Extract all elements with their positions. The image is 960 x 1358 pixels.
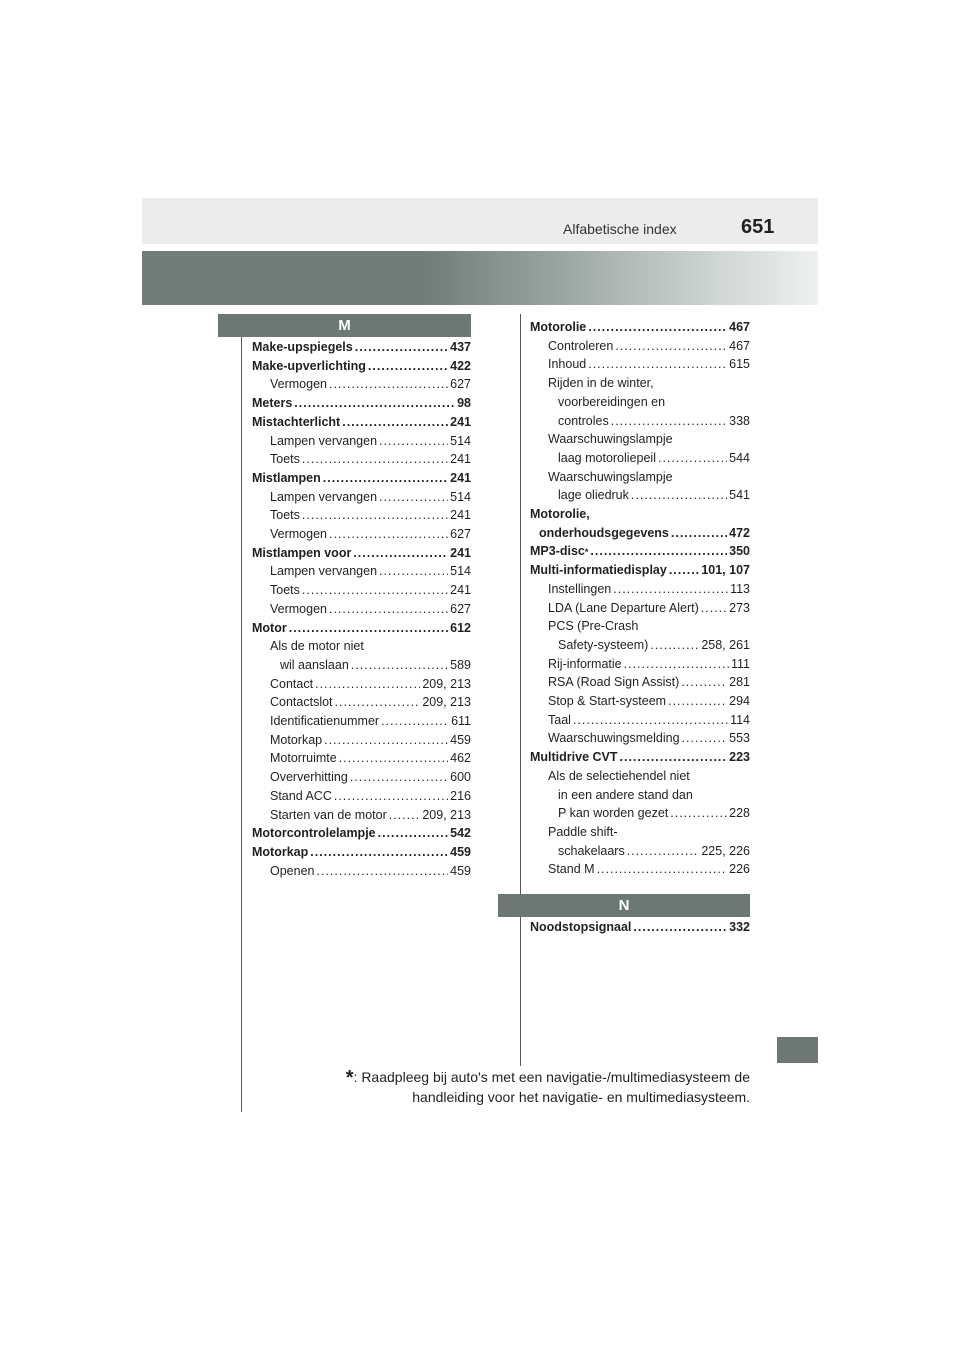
index-entry bbox=[530, 786, 750, 805]
index-entry-page: 338 bbox=[729, 413, 750, 428]
index-column-left bbox=[252, 338, 471, 880]
dot-leader bbox=[670, 804, 727, 823]
dot-leader bbox=[633, 918, 727, 937]
index-entry-term: Noodstopsignaal bbox=[530, 920, 632, 934]
footnote-line-1: : Raadpleeg bij auto's met een navigatie-/multimediasysteem de bbox=[353, 1069, 750, 1085]
index-entry bbox=[252, 731, 471, 750]
dot-leader bbox=[302, 450, 448, 469]
index-entry-term: laag motoroliepeil bbox=[558, 450, 656, 465]
index-entry bbox=[252, 862, 471, 881]
dot-leader bbox=[315, 675, 420, 694]
index-entry-term: Multidrive CVT bbox=[530, 750, 618, 765]
page-number: 651 bbox=[741, 216, 775, 238]
index-entry bbox=[530, 337, 750, 356]
index-entry-term: Make-upverlichting bbox=[252, 358, 366, 373]
index-entry-page: 627 bbox=[450, 601, 471, 616]
index-entry bbox=[530, 842, 750, 861]
dot-leader bbox=[590, 542, 727, 561]
index-entry bbox=[252, 562, 471, 581]
index-entry-page: 98 bbox=[457, 396, 471, 411]
dot-leader bbox=[650, 636, 699, 655]
dot-leader bbox=[682, 729, 728, 748]
index-column-right bbox=[530, 318, 750, 879]
index-entry bbox=[530, 655, 750, 674]
index-entry-page: 514 bbox=[450, 564, 471, 579]
dot-leader bbox=[378, 824, 449, 843]
dot-leader bbox=[615, 337, 727, 356]
index-entry-page: 627 bbox=[450, 527, 471, 542]
index-entry-term: LDA (Lane Departure Alert) bbox=[548, 600, 699, 615]
index-entry bbox=[252, 656, 471, 675]
middle-column-rule bbox=[520, 314, 521, 1066]
index-entry-term: P kan worden gezet bbox=[558, 806, 669, 821]
index-entry-page: 241 bbox=[450, 508, 471, 523]
index-entry bbox=[252, 712, 471, 731]
dot-leader bbox=[289, 619, 448, 638]
index-entry: MP3-disc * ..... 350 bbox=[530, 542, 750, 561]
dot-leader bbox=[355, 338, 448, 357]
index-entry-term: Motorkap bbox=[270, 732, 323, 747]
index-entry-page: 542 bbox=[450, 826, 471, 841]
index-entry bbox=[530, 767, 750, 786]
dot-leader bbox=[669, 561, 700, 580]
dot-leader bbox=[620, 748, 728, 767]
index-entry-term: Instellingen bbox=[548, 581, 612, 596]
index-entry bbox=[252, 600, 471, 619]
index-entry-term: schakelaars bbox=[558, 843, 625, 858]
index-entry-page: 350 bbox=[729, 544, 750, 559]
index-entry-term: Motor bbox=[252, 620, 287, 635]
index-entry-term: Openen bbox=[270, 863, 315, 878]
index-entry-term: PCS (Pre-Crash bbox=[548, 619, 639, 634]
index-entry-term: Mistachterlicht bbox=[252, 414, 341, 429]
index-entry-page: 225, 226 bbox=[701, 843, 750, 858]
index-entry bbox=[252, 432, 471, 451]
index-entry bbox=[252, 506, 471, 525]
index-entry bbox=[530, 449, 750, 468]
index-entry-term: Safety-systeem) bbox=[558, 637, 649, 652]
dot-leader bbox=[324, 731, 448, 750]
section-letter-m: M bbox=[218, 314, 471, 337]
index-entry-term: Lampen vervangen bbox=[270, 433, 378, 448]
index-entry bbox=[530, 468, 750, 487]
index-entry-page: 627 bbox=[450, 377, 471, 392]
index-entry-term: Waarschuwingslampje bbox=[548, 469, 673, 484]
index-entry-page: 228 bbox=[729, 806, 750, 821]
dot-leader bbox=[368, 357, 448, 376]
dot-leader bbox=[389, 806, 421, 825]
index-entry-page: 553 bbox=[729, 731, 750, 746]
dot-leader bbox=[353, 544, 448, 563]
index-entry bbox=[252, 469, 471, 488]
index-entry-page: 514 bbox=[450, 489, 471, 504]
index-entry-page: 462 bbox=[450, 751, 471, 766]
index-entry-term: Starten van de motor bbox=[270, 807, 387, 822]
index-entry bbox=[530, 673, 750, 692]
index-entry-page: 600 bbox=[450, 770, 471, 785]
index-entry-page: 209, 213 bbox=[422, 807, 471, 822]
decorative-gradient-band bbox=[142, 251, 818, 305]
index-entry-page: 226 bbox=[729, 862, 750, 877]
index-entry bbox=[530, 580, 750, 599]
index-entry-term: Stand M bbox=[548, 862, 595, 877]
index-entry bbox=[530, 692, 750, 711]
index-entry-term: Vermogen bbox=[270, 377, 327, 392]
index-entry-page: 611 bbox=[451, 714, 471, 729]
index-entry-page: 459 bbox=[450, 732, 471, 747]
index-entry-term: Toets bbox=[270, 583, 300, 598]
left-column-rule bbox=[241, 314, 242, 1112]
dot-leader bbox=[329, 525, 448, 544]
index-entry bbox=[252, 768, 471, 787]
index-entry bbox=[530, 355, 750, 374]
index-entry bbox=[530, 748, 750, 767]
index-entry bbox=[252, 693, 471, 712]
index-entry-page: 281 bbox=[729, 675, 750, 690]
dot-leader bbox=[631, 486, 727, 505]
dot-leader bbox=[611, 412, 727, 431]
index-entry bbox=[252, 338, 471, 357]
dot-leader bbox=[329, 375, 448, 394]
index-entry-term: Mistlampen voor bbox=[252, 545, 352, 560]
index-entry-page: 514 bbox=[450, 433, 471, 448]
index-entry-term: Inhoud bbox=[548, 357, 587, 372]
index-entry-term: Taal bbox=[548, 712, 571, 727]
index-entry-page: 258, 261 bbox=[701, 637, 750, 652]
section-letter-n: N bbox=[498, 894, 750, 917]
index-entry bbox=[530, 524, 750, 543]
index-entry bbox=[530, 430, 750, 449]
index-entry bbox=[530, 636, 750, 655]
index-entry-page: 223 bbox=[729, 750, 750, 765]
dot-leader bbox=[329, 600, 448, 619]
index-entry-page: 273 bbox=[729, 600, 750, 615]
index-entry-page: 467 bbox=[729, 338, 750, 353]
index-entry-term: Motorolie bbox=[530, 320, 587, 334]
index-entry-page: 437 bbox=[450, 340, 471, 354]
dot-leader bbox=[351, 656, 448, 675]
index-entry-term: Controleren bbox=[548, 338, 614, 353]
dot-leader bbox=[302, 506, 448, 525]
index-entry-term: Stand ACC bbox=[270, 788, 332, 803]
index-entry-term: Contactslot bbox=[270, 695, 333, 710]
index-entry bbox=[530, 711, 750, 730]
index-entry-term: MP3-disc bbox=[530, 544, 585, 559]
index-entry-page: 544 bbox=[729, 450, 750, 465]
footnote-star: * bbox=[345, 1067, 354, 1089]
dot-leader bbox=[294, 394, 455, 413]
index-entry bbox=[252, 749, 471, 768]
index-entry-term: Identificatienummer bbox=[270, 714, 380, 729]
index-entry-page: 332 bbox=[729, 920, 750, 934]
index-entry-term: Rijden in de winter, bbox=[548, 376, 654, 391]
header-band bbox=[142, 198, 818, 244]
index-entry-term: Vermogen bbox=[270, 601, 327, 616]
index-entry-term: Contact bbox=[270, 676, 314, 691]
index-entry-term: Oververhitting bbox=[270, 770, 348, 785]
dot-leader bbox=[323, 469, 448, 488]
dot-leader bbox=[339, 749, 448, 768]
page-title: Alfabetische index bbox=[563, 221, 677, 237]
index-entry bbox=[252, 394, 471, 413]
index-entry-page: 541 bbox=[729, 488, 750, 503]
dot-leader bbox=[379, 488, 448, 507]
index-entry-term: Make-upspiegels bbox=[252, 340, 353, 354]
index-entry-page: 459 bbox=[450, 844, 471, 859]
index-entry bbox=[252, 544, 471, 563]
index-entry bbox=[530, 374, 750, 393]
footnote-line-2: handleiding voor het navigatie- en multimediasysteem. bbox=[412, 1089, 750, 1105]
index-entry-term: Motorruimte bbox=[270, 751, 337, 766]
index-entry bbox=[252, 581, 471, 600]
index-entry-page: 241 bbox=[450, 583, 471, 598]
index-entry-term: Motorcontrolelampje bbox=[252, 826, 376, 841]
chapter-tab bbox=[777, 1037, 818, 1063]
index-entry bbox=[530, 918, 750, 937]
index-entry-page: 114 bbox=[730, 712, 750, 727]
index-entry bbox=[530, 412, 750, 431]
index-entry-page: 241 bbox=[450, 452, 471, 467]
dot-leader bbox=[671, 524, 727, 543]
dot-leader bbox=[588, 318, 727, 337]
index-entry-page: 101, 107 bbox=[701, 563, 750, 578]
index-entry-term: RSA (Road Sign Assist) bbox=[548, 675, 680, 690]
index-entry bbox=[252, 806, 471, 825]
dot-leader bbox=[613, 580, 728, 599]
index-entry-page: 459 bbox=[450, 863, 471, 878]
index-entry-term: Als de motor niet bbox=[270, 639, 364, 654]
index-entry-term: controles bbox=[558, 413, 609, 428]
dot-leader bbox=[658, 449, 727, 468]
index-entry-term: voorbereidingen en bbox=[558, 394, 666, 409]
index-entry bbox=[530, 393, 750, 412]
index-entry bbox=[530, 729, 750, 748]
index-entry-term: Lampen vervangen bbox=[270, 489, 378, 504]
index-entry-term: Multi-informatiedisplay bbox=[530, 563, 667, 578]
index-entry-page: 589 bbox=[450, 657, 471, 672]
index-entry-term: Toets bbox=[270, 452, 300, 467]
index-entry bbox=[252, 787, 471, 806]
index-entry-term: Als de selectiehendel niet bbox=[548, 768, 690, 783]
index-entry-page: 615 bbox=[729, 357, 750, 372]
index-entry-page: 209, 213 bbox=[422, 676, 471, 691]
dot-leader bbox=[573, 711, 728, 730]
index-entry-page: 241 bbox=[450, 414, 471, 429]
dot-leader bbox=[342, 413, 448, 432]
index-entry-term: Motorolie, bbox=[530, 507, 590, 522]
dot-leader bbox=[335, 693, 421, 712]
index-entry-term: Mistlampen bbox=[252, 470, 321, 485]
dot-leader bbox=[379, 432, 448, 451]
index-entry-page: 216 bbox=[450, 788, 471, 803]
index-entry-term: Rij-informatie bbox=[548, 656, 622, 671]
index-entry bbox=[252, 488, 471, 507]
dot-leader bbox=[381, 712, 449, 731]
index-entry-page: 241 bbox=[450, 470, 471, 485]
index-entry-term: in een andere stand dan bbox=[558, 787, 693, 802]
index-entry bbox=[530, 823, 750, 842]
index-entry-term: wil aanslaan bbox=[280, 657, 349, 672]
footnote bbox=[300, 1068, 750, 1107]
index-entry bbox=[252, 824, 471, 843]
dot-leader bbox=[597, 860, 728, 879]
dot-leader bbox=[668, 692, 727, 711]
index-entry bbox=[252, 675, 471, 694]
index-entry bbox=[530, 505, 750, 524]
index-entry-page: 422 bbox=[450, 358, 471, 373]
index-entry bbox=[530, 804, 750, 823]
index-entry bbox=[252, 843, 471, 862]
dot-leader bbox=[627, 842, 700, 861]
index-column-n bbox=[530, 918, 750, 937]
index-entry-term: Toets bbox=[270, 508, 300, 523]
dot-leader bbox=[681, 673, 727, 692]
index-entry bbox=[252, 357, 471, 376]
index-entry-page: 241 bbox=[450, 545, 471, 560]
index-entry-term: Stop & Start-systeem bbox=[548, 694, 667, 709]
dot-leader bbox=[588, 355, 727, 374]
index-entry bbox=[252, 375, 471, 394]
index-entry bbox=[530, 617, 750, 636]
index-entry-term: Vermogen bbox=[270, 527, 327, 542]
dot-leader bbox=[302, 581, 448, 600]
index-entry bbox=[252, 413, 471, 432]
index-entry-term: Waarschuwingslampje bbox=[548, 432, 673, 447]
index-entry-page: 111 bbox=[730, 656, 750, 671]
index-entry bbox=[530, 318, 750, 337]
index-entry-term: onderhoudsgegevens bbox=[539, 525, 669, 540]
dot-leader bbox=[334, 787, 448, 806]
index-entry bbox=[252, 525, 471, 544]
index-entry bbox=[252, 619, 471, 638]
index-entry-page: 209, 213 bbox=[422, 695, 471, 710]
index-entry-term: Lampen vervangen bbox=[270, 564, 378, 579]
index-entry-term: Paddle shift- bbox=[548, 824, 618, 839]
index-entry bbox=[530, 860, 750, 879]
index-entry-page: 294 bbox=[729, 694, 750, 709]
index-entry-page: 472 bbox=[729, 525, 750, 540]
index-entry-term: Waarschuwingsmelding bbox=[548, 731, 680, 746]
index-entry bbox=[530, 599, 750, 618]
dot-leader bbox=[624, 655, 729, 674]
index-entry-page: 612 bbox=[450, 620, 471, 635]
index-entry bbox=[530, 486, 750, 505]
dot-leader bbox=[310, 843, 448, 862]
index-entry-page: 113 bbox=[730, 581, 750, 596]
index-entry bbox=[530, 561, 750, 580]
index-entry-term: Motorkap bbox=[252, 844, 309, 859]
dot-leader bbox=[316, 862, 448, 881]
index-entry-term: Meters bbox=[252, 396, 293, 411]
dot-leader bbox=[379, 562, 448, 581]
dot-leader bbox=[701, 599, 727, 618]
index-entry bbox=[252, 637, 471, 656]
index-entry-page: 467 bbox=[729, 320, 750, 334]
index-entry-term: lage oliedruk bbox=[558, 488, 629, 503]
dot-leader bbox=[350, 768, 448, 787]
index-entry bbox=[252, 450, 471, 469]
